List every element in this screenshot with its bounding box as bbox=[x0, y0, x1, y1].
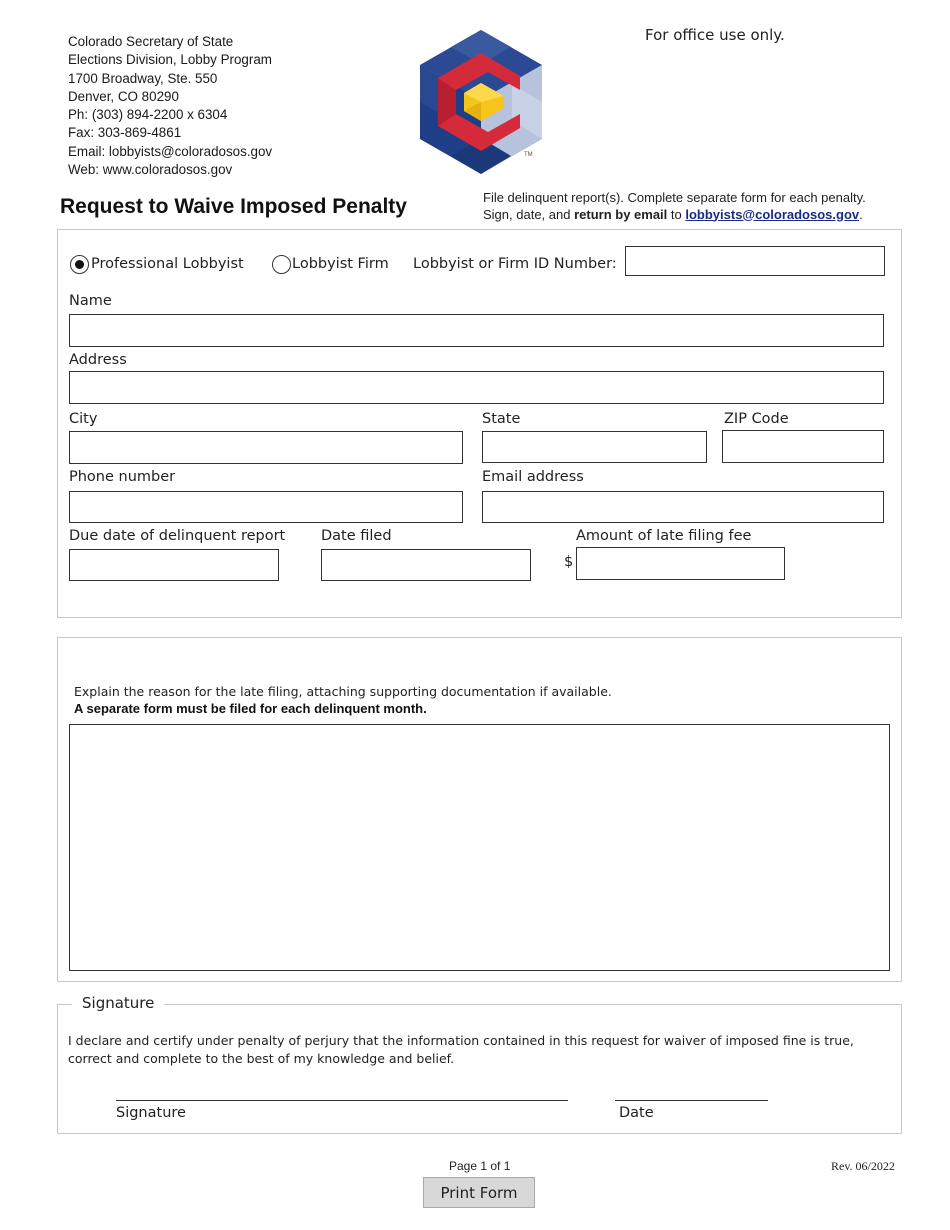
date-filed-field[interactable] bbox=[321, 549, 531, 581]
phone-field[interactable] bbox=[69, 491, 463, 523]
name-field[interactable] bbox=[69, 314, 884, 347]
explanation-requirement: A separate form must be filed for each delinquent month. bbox=[74, 701, 427, 716]
explanation-instruction: Explain the reason for the late filing, attaching supporting documentation if available. bbox=[74, 684, 612, 699]
office-use-note: For office use only. bbox=[645, 26, 785, 44]
explanation-textarea[interactable] bbox=[69, 724, 890, 971]
zip-label: ZIP Code bbox=[724, 411, 789, 427]
email-link[interactable]: lobbyists@coloradosos.gov bbox=[685, 206, 860, 222]
signature-label: Signature bbox=[116, 1105, 186, 1121]
address-field[interactable] bbox=[69, 371, 884, 404]
city-label: City bbox=[69, 411, 98, 427]
state-label: State bbox=[482, 411, 521, 427]
address-line: Web: www.coloradosos.gov bbox=[68, 162, 233, 178]
email-address-label: Email address bbox=[482, 469, 584, 485]
lobbyist-firm-radio[interactable] bbox=[272, 255, 291, 274]
name-label: Name bbox=[69, 293, 112, 309]
instruction-text: Sign, date, and bbox=[483, 206, 575, 222]
revision-date: Rev. 06/2022 bbox=[831, 1159, 895, 1173]
due-date-label: Due date of delinquent report bbox=[69, 528, 286, 544]
date-label: Date bbox=[619, 1105, 654, 1121]
due-date-field[interactable] bbox=[69, 549, 279, 581]
address-line: Fax: 303-869-4861 bbox=[68, 125, 182, 141]
phone-label: Phone number bbox=[69, 469, 176, 485]
print-form-button[interactable]: Print Form bbox=[423, 1177, 535, 1208]
email-address-field[interactable] bbox=[482, 491, 884, 523]
radio-selected-dot bbox=[75, 260, 84, 269]
date-line[interactable] bbox=[615, 1100, 768, 1101]
zip-field[interactable] bbox=[722, 430, 884, 463]
address-line: Ph: (303) 894-2200 x 6304 bbox=[68, 107, 228, 123]
address-line: Email: lobbyists@coloradosos.gov bbox=[68, 143, 273, 159]
instruction-bold-text: return by email bbox=[574, 206, 668, 222]
page-number: Page 1 of 1 bbox=[449, 1159, 511, 1173]
address-line: Elections Division, Lobby Program bbox=[68, 52, 272, 68]
lobbyist-firm-label: Lobbyist Firm bbox=[292, 256, 389, 272]
state-field[interactable] bbox=[482, 431, 707, 463]
colorado-state-logo-icon bbox=[416, 28, 546, 176]
address-line: 1700 Broadway, Ste. 550 bbox=[68, 70, 218, 86]
id-number-label: Lobbyist or Firm ID Number: bbox=[413, 256, 617, 272]
instruction-line-2 bbox=[483, 207, 866, 224]
signature-declaration: I declare and certify under penalty of perjury that the information contained in this request for waiver of imposed fine is true, correct and complete to the best of my knowledge and belief. bbox=[68, 1033, 854, 1066]
currency-symbol: $ bbox=[564, 554, 574, 570]
page-title: Request to Waive Imposed Penalty bbox=[60, 195, 407, 218]
signature-line[interactable] bbox=[116, 1100, 568, 1101]
trademark-mark: TM bbox=[524, 152, 533, 158]
signature-legend: Signature bbox=[72, 994, 164, 1012]
address-line: Colorado Secretary of State bbox=[68, 34, 234, 49]
address-label: Address bbox=[69, 352, 127, 368]
agency-address-block bbox=[68, 33, 272, 179]
date-filed-label: Date filed bbox=[321, 528, 392, 544]
instruction-line: File delinquent report(s). Complete separate form for each penalty. bbox=[483, 190, 866, 205]
filing-instructions bbox=[483, 190, 866, 223]
professional-lobbyist-label: Professional Lobbyist bbox=[91, 256, 244, 272]
instruction-text: . bbox=[859, 206, 863, 222]
professional-lobbyist-radio[interactable] bbox=[70, 255, 89, 274]
late-fee-field[interactable] bbox=[576, 547, 785, 580]
id-number-field[interactable] bbox=[625, 246, 885, 276]
late-fee-label: Amount of late filing fee bbox=[576, 528, 752, 544]
address-line: Denver, CO 80290 bbox=[68, 88, 179, 104]
instruction-text: to bbox=[667, 206, 686, 222]
city-field[interactable] bbox=[69, 431, 463, 464]
